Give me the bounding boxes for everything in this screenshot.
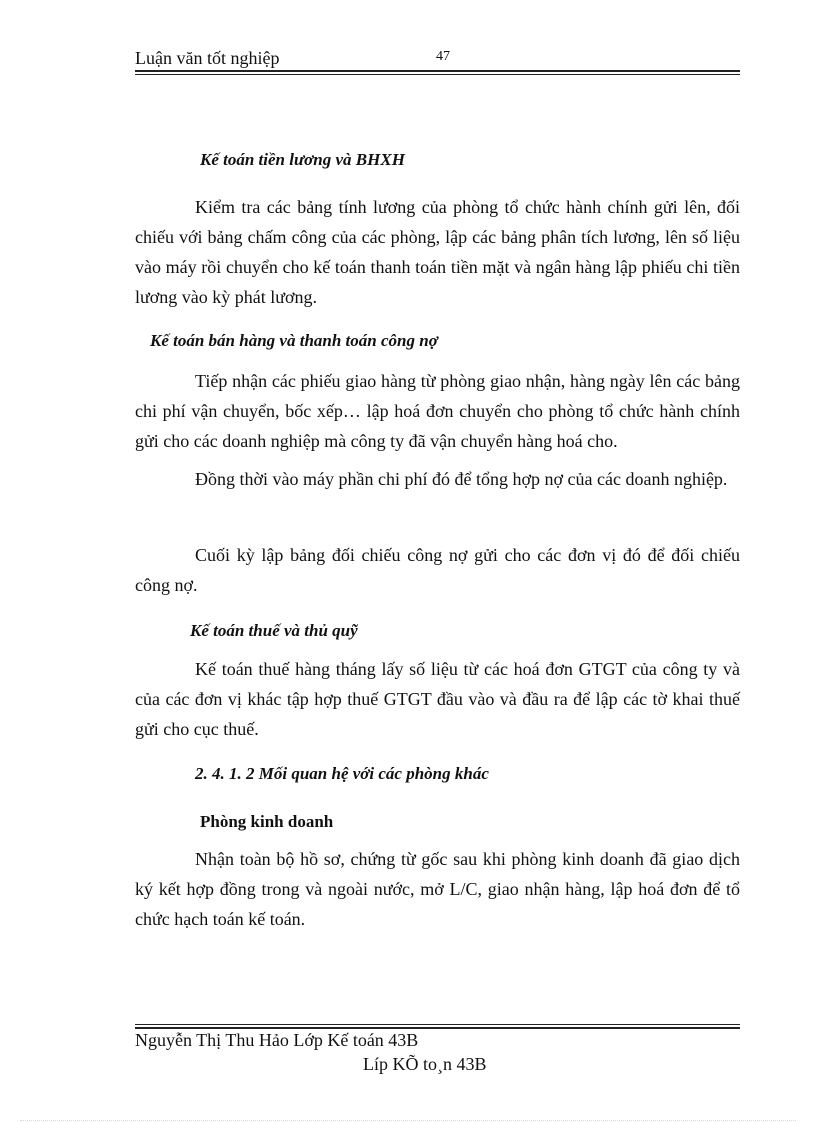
- paragraph-tax: Kế toán thuế hàng tháng lấy số liệu từ các hoá đơn GTGT của công ty và của các đơn vị khác tập hợp thuế GTGT đầu vào và đầu ra để lập các tờ khai thuế gửi cho cục thuế.: [135, 659, 740, 739]
- footer-rule-thick: [135, 1027, 740, 1029]
- footer-class-garbled: Líp KÕ to¸n 43B: [363, 1054, 487, 1074]
- paragraph-sales-3: Cuối kỳ lập bảng đối chiếu công nợ gửi cho các đơn vị đó để đối chiếu công nợ.: [135, 545, 740, 595]
- paragraph-sales-1: Tiếp nhận các phiếu giao hàng từ phòng giao nhận, hàng ngày lên các bảng chi phí vận chuyển, bốc xếp… lập hoá đơn chuyển cho phòng tổ chức hành chính gửi cho các doanh nghiệp mà công ty đã vận chuyển hàng hoá cho.: [135, 371, 740, 451]
- paragraph-sales-2: Đồng thời vào máy phần chi phí đó để tổng hợp nợ của các doanh nghiệp.: [195, 469, 728, 489]
- section-heading-payroll: Kế toán tiền lương và BHXH: [200, 150, 405, 169]
- footer-author: Nguyễn Thị Thu Hảo Lớp Kế toán 43B: [135, 1030, 419, 1050]
- paragraph-payroll: Kiểm tra các bảng tính lương của phòng tổ chức hành chính gửi lên, đối chiếu với bảng chấm công của các phòng, lập các bảng phân tích lương, lên số liệu vào máy rồi chuyển cho kế toán thanh toán tiền mặt và ngân hàng lập phiếu chi tiền lương vào kỳ phát lương.: [135, 197, 740, 307]
- dept-heading: Phòng kinh doanh: [200, 812, 334, 831]
- footer-rule-thin: [135, 1024, 740, 1025]
- section-heading-sales: Kế toán bán hàng và thanh toán công nợ: [150, 331, 438, 350]
- page-number: 47: [436, 49, 450, 64]
- page-edge-divider: [20, 1120, 796, 1121]
- paragraph-dept: Nhận toàn bộ hồ sơ, chứng từ gốc sau khi phòng kinh doanh đã giao dịch ký kết hợp đồng trong và ngoài nước, mở L/C, giao nhận hàng, lập hoá đơn để tổ chức hạch toán kế toán.: [135, 849, 740, 929]
- section-heading-tax: Kế toán thuế và thủ quỹ: [190, 621, 358, 640]
- header-rule-thin: [135, 74, 740, 75]
- header-rule-thick: [135, 70, 740, 72]
- header-title: Luận văn tốt nghiệp: [135, 48, 280, 68]
- subsection-heading: 2. 4. 1. 2 Mối quan hệ với các phòng khác: [195, 764, 489, 783]
